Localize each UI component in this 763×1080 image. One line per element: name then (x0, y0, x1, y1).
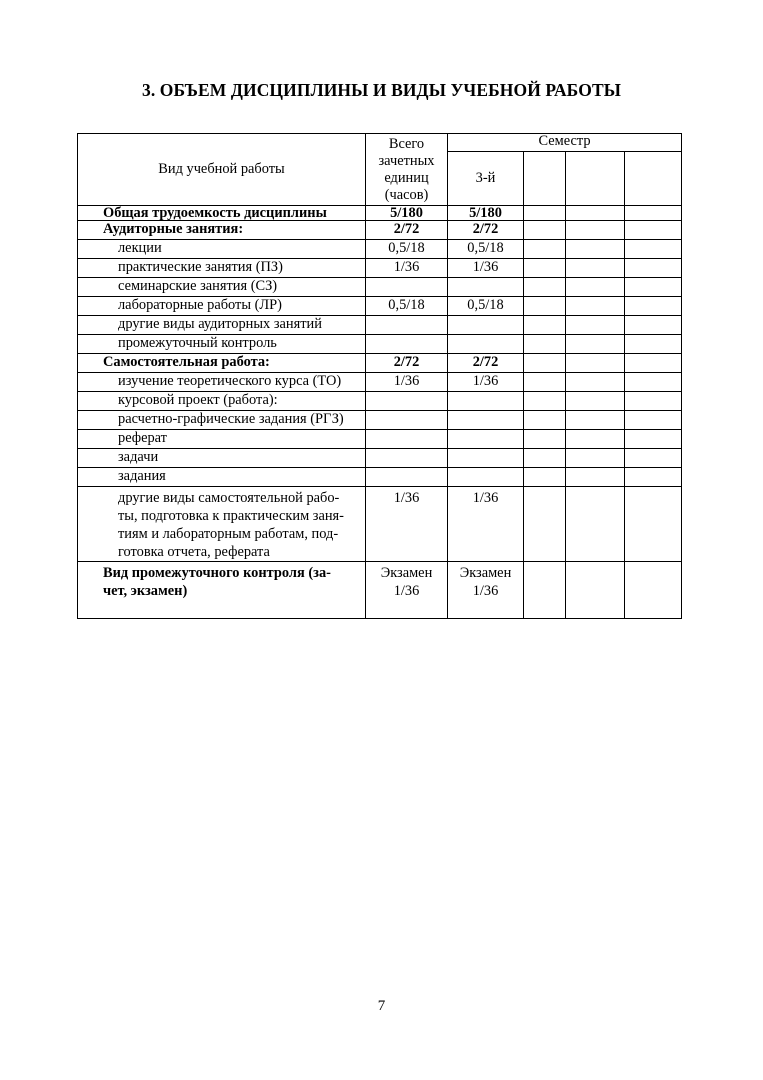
empty-cell (566, 468, 625, 487)
row-total: 0,5/18 (366, 240, 448, 259)
empty-cell (566, 259, 625, 278)
row-total: 0,5/18 (366, 297, 448, 316)
empty-cell (625, 449, 682, 468)
empty-cell (625, 562, 682, 619)
empty-cell (524, 449, 566, 468)
header-total-line-3: единиц (384, 170, 429, 186)
empty-cell (524, 259, 566, 278)
table-row (78, 335, 682, 354)
row-total (366, 392, 448, 411)
page-title: 3. ОБЪЕМ ДИСЦИПЛИНЫ И ВИДЫ УЧЕБНОЙ РАБОТЫ (141, 80, 622, 100)
row-total (366, 430, 448, 449)
header-total (366, 134, 448, 206)
empty-cell (524, 278, 566, 297)
empty-cell (524, 392, 566, 411)
row-label (78, 487, 366, 562)
row-label: лабораторные работы (ЛР) (78, 297, 366, 316)
work-volume-table (77, 133, 682, 619)
row-total: 2/72 (366, 221, 448, 240)
table-row (78, 206, 682, 221)
empty-cell (566, 487, 625, 562)
empty-cell (625, 354, 682, 373)
empty-cell (566, 430, 625, 449)
empty-cell (524, 373, 566, 392)
empty-cell (566, 392, 625, 411)
empty-cell (625, 468, 682, 487)
table-row (78, 468, 682, 487)
page-number: 7 (377, 998, 386, 1014)
empty-cell (524, 152, 566, 206)
empty-cell (625, 240, 682, 259)
row-sem3: 1/36 (448, 487, 524, 562)
table-row (78, 373, 682, 392)
row-total (366, 316, 448, 335)
empty-cell (566, 297, 625, 316)
table-row (78, 316, 682, 335)
empty-cell (566, 316, 625, 335)
empty-cell (625, 335, 682, 354)
empty-cell (524, 468, 566, 487)
empty-cell (625, 278, 682, 297)
header-semester-3: 3-й (448, 152, 524, 206)
row-total (366, 335, 448, 354)
empty-cell (524, 206, 566, 221)
table-row (78, 487, 682, 562)
row-total: 2/72 (366, 354, 448, 373)
row-label: курсовой проект (работа): (78, 392, 366, 411)
empty-cell (625, 411, 682, 430)
empty-cell (524, 354, 566, 373)
empty-cell (566, 152, 625, 206)
header-work-type: Вид учебной работы (78, 134, 366, 206)
row-sem3: 0,5/18 (448, 297, 524, 316)
empty-cell (625, 259, 682, 278)
row-total (366, 562, 448, 619)
row-sem3: 2/72 (448, 221, 524, 240)
row-sem3 (448, 562, 524, 619)
row-sem3 (448, 449, 524, 468)
row-label-line-2: ты, подготовка к практическим заня- (118, 508, 344, 524)
empty-cell (524, 297, 566, 316)
table-row (78, 411, 682, 430)
row-sem3-line-2: 1/36 (472, 583, 499, 599)
row-label: другие виды аудиторных занятий (78, 316, 366, 335)
row-total: 5/180 (366, 206, 448, 221)
table-row (78, 221, 682, 240)
header-total-line-2: зачетных (378, 153, 435, 169)
empty-cell (524, 562, 566, 619)
row-total: 1/36 (366, 373, 448, 392)
empty-cell (625, 316, 682, 335)
row-label-line-1: Вид промежуточного контроля (за- (103, 565, 331, 581)
row-sem3 (448, 335, 524, 354)
table-row (78, 278, 682, 297)
empty-cell (625, 392, 682, 411)
row-sem3 (448, 430, 524, 449)
empty-cell (566, 562, 625, 619)
row-label: реферат (78, 430, 366, 449)
empty-cell (625, 297, 682, 316)
row-label: Аудиторные занятия: (78, 221, 366, 240)
empty-cell (625, 487, 682, 562)
empty-cell (566, 240, 625, 259)
row-sem3: 5/180 (448, 206, 524, 221)
empty-cell (566, 373, 625, 392)
empty-cell (566, 411, 625, 430)
row-label: задания (78, 468, 366, 487)
empty-cell (625, 373, 682, 392)
table-row (78, 562, 682, 619)
row-sem3: 0,5/18 (448, 240, 524, 259)
header-total-line-1: Всего (388, 136, 425, 152)
row-total (366, 278, 448, 297)
table-row (78, 240, 682, 259)
row-sem3: 1/36 (448, 373, 524, 392)
empty-cell (625, 430, 682, 449)
row-sem3-line-1: Экзамен (459, 565, 512, 581)
empty-cell (566, 335, 625, 354)
row-label-line-3: тиям и лабораторным работам, под- (118, 526, 339, 542)
row-label: расчетно-графические задания (РГЗ) (78, 411, 366, 430)
empty-cell (524, 487, 566, 562)
row-label: Самостоятельная работа: (78, 354, 366, 373)
table-row (78, 449, 682, 468)
row-sem3 (448, 392, 524, 411)
row-total (366, 411, 448, 430)
empty-cell (524, 411, 566, 430)
row-label-line-4: готовка отчета, реферата (118, 544, 270, 560)
row-label: Общая трудоемкость дисциплины (78, 206, 366, 221)
empty-cell (524, 316, 566, 335)
row-total-line-1: Экзамен (380, 565, 433, 581)
empty-cell (566, 206, 625, 221)
header-semester: Семестр (448, 134, 682, 152)
row-label: промежуточный контроль (78, 335, 366, 354)
empty-cell (524, 240, 566, 259)
empty-cell (524, 221, 566, 240)
row-sem3 (448, 316, 524, 335)
empty-cell (566, 221, 625, 240)
row-label: задачи (78, 449, 366, 468)
row-total (366, 468, 448, 487)
table-row (78, 392, 682, 411)
header-total-line-4: (часов) (384, 187, 429, 203)
row-label: лекции (78, 240, 366, 259)
row-total: 1/36 (366, 259, 448, 278)
empty-cell (625, 221, 682, 240)
row-sem3 (448, 468, 524, 487)
row-label-line-1: другие виды самостоятельной рабо- (118, 490, 340, 506)
table-row (78, 354, 682, 373)
row-label: практические занятия (ПЗ) (78, 259, 366, 278)
row-sem3: 2/72 (448, 354, 524, 373)
empty-cell (625, 152, 682, 206)
row-total: 1/36 (366, 487, 448, 562)
row-total-line-2: 1/36 (393, 583, 420, 599)
table-row (78, 297, 682, 316)
row-label (78, 562, 366, 619)
empty-cell (566, 278, 625, 297)
row-sem3 (448, 411, 524, 430)
table-row (78, 259, 682, 278)
row-label: семинарские занятия (СЗ) (78, 278, 366, 297)
row-label-line-2: чет, экзамен) (103, 583, 188, 599)
row-sem3: 1/36 (448, 259, 524, 278)
row-sem3 (448, 278, 524, 297)
table-row (78, 430, 682, 449)
row-total (366, 449, 448, 468)
empty-cell (566, 354, 625, 373)
empty-cell (625, 206, 682, 221)
empty-cell (524, 335, 566, 354)
row-label: изучение теоретического курса (ТО) (78, 373, 366, 392)
empty-cell (566, 449, 625, 468)
empty-cell (524, 430, 566, 449)
